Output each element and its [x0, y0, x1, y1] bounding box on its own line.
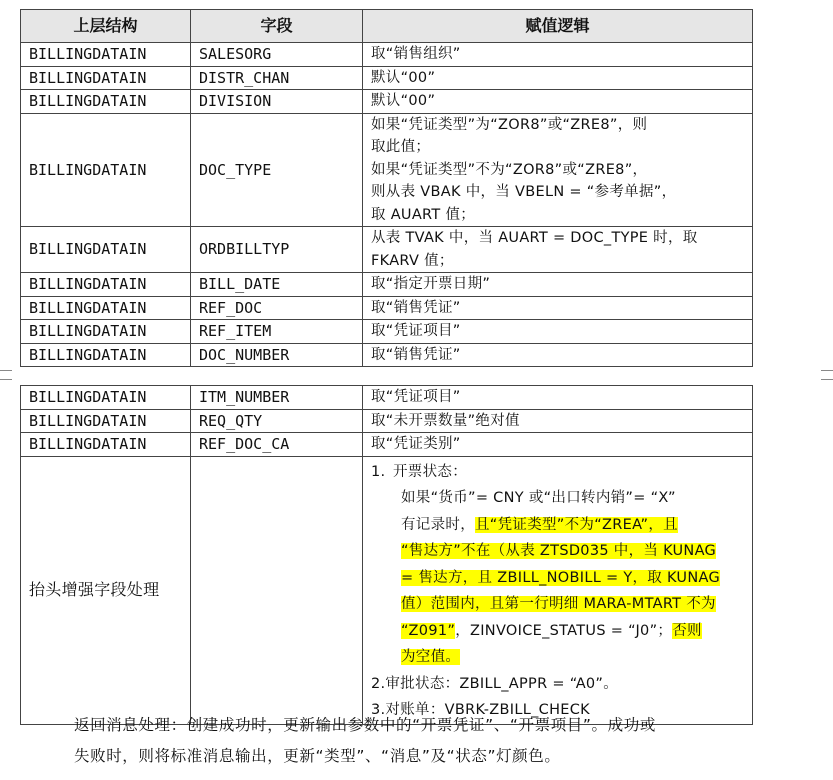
- cell-logic: [363, 113, 753, 227]
- cell-logic: [363, 456, 753, 724]
- cell-field: REF_DOC_CA: [191, 433, 363, 457]
- highlighted-text: 为空值。: [401, 649, 461, 665]
- cell-field: SALESORG: [191, 43, 363, 67]
- cell-logic: 取“未开票数量”绝对值: [363, 409, 753, 433]
- logic-text: 有记录时，: [401, 516, 475, 533]
- cell-field: DISTR_CHAN: [191, 66, 363, 90]
- cell-structure: BILLINGDATAIN: [21, 409, 191, 433]
- table-row: [21, 433, 753, 457]
- logic-text: ，ZINVOICE_STATUS = “J0”；: [455, 622, 673, 639]
- highlighted-text: 且“凭证类型”不为“ZREA”，且: [475, 516, 678, 533]
- table-row: [21, 296, 753, 320]
- header-parent-structure: 上层结构: [21, 10, 191, 43]
- logic-line: [371, 618, 744, 645]
- field-mapping-table-continued: [20, 385, 753, 725]
- cell-structure: BILLINGDATAIN: [21, 433, 191, 457]
- cell-structure: BILLINGDATAIN: [21, 113, 191, 227]
- cell-field: BILL_DATE: [191, 273, 363, 297]
- cell-structure: BILLINGDATAIN: [21, 66, 191, 90]
- cell-field: ITM_NUMBER: [191, 386, 363, 410]
- highlighted-text: = 售达方，且 ZBILL_NOBILL = Y，取 KUNAG: [401, 569, 720, 586]
- logic-line: 如果“凭证类型”为“ZOR8”或“ZRE8”，则: [371, 116, 648, 133]
- logic-line: 从表 TVAK 中，当 AUART = DOC_TYPE 时，取: [371, 230, 698, 246]
- cell-field: ORDBILLTYP: [191, 227, 363, 273]
- logic-line: [371, 538, 744, 565]
- logic-line: 如果“货币”= CNY 或“出口转内销”= “X”: [401, 490, 676, 506]
- logic-line: [371, 459, 744, 486]
- highlighted-text: “Z091”: [401, 622, 456, 639]
- table-row: [21, 386, 753, 410]
- cell-logic: 取“凭证项目”: [363, 386, 753, 410]
- cell-logic: 默认“00”: [363, 90, 753, 114]
- table-row: [21, 66, 753, 90]
- page-break-marker: [821, 370, 833, 380]
- cell-structure: BILLINGDATAIN: [21, 296, 191, 320]
- cell-field: REQ_QTY: [191, 409, 363, 433]
- cell-field: DOC_NUMBER: [191, 343, 363, 367]
- logic-line: 3.对账单：VBRK-ZBILL_CHECK: [371, 702, 590, 718]
- cell-structure: BILLINGDATAIN: [21, 343, 191, 367]
- cell-field: REF_ITEM: [191, 320, 363, 344]
- logic-line: [371, 591, 744, 618]
- cell-logic: [363, 227, 753, 273]
- table-row: [21, 409, 753, 433]
- note-line: 失败时，则将标准消息输出，更新“类型”、“消息”及“状态”灯颜色。: [74, 747, 561, 765]
- logic-line: 则从表 VBAK 中，当 VBELN = “参考单据”，: [371, 184, 677, 200]
- logic-line: FKARV 值；: [371, 252, 454, 269]
- cell-logic: 取“销售组织”: [363, 43, 753, 67]
- highlighted-text: 否则: [672, 622, 702, 639]
- cell-field: REF_DOC: [191, 296, 363, 320]
- logic-line: [371, 512, 744, 539]
- cell-structure: BILLINGDATAIN: [21, 43, 191, 67]
- cell-field-empty: [191, 456, 363, 724]
- header-assignment-logic: 赋值逻辑: [363, 10, 753, 43]
- highlighted-text: “售达方”不在（从表 ZTSD035 中，当 KUNAG: [401, 543, 717, 559]
- note-line: 返回消息处理：创建成功时，更新输出参数中的“开票凭证”、“开票项目”。成功或: [74, 716, 656, 734]
- logic-line: 如果“凭证类型”不为“ZOR8”或“ZRE8”，: [371, 161, 648, 178]
- logic-line: [371, 565, 744, 592]
- cell-logic: 取“指定开票日期”: [363, 273, 753, 297]
- return-message-note: [74, 710, 814, 772]
- cell-field: DOC_TYPE: [191, 113, 363, 227]
- table-row: [21, 456, 753, 724]
- table-row: [21, 90, 753, 114]
- header-field: 字段: [191, 10, 363, 43]
- logic-line: 取此值；: [371, 139, 431, 155]
- table-row: [21, 113, 753, 227]
- logic-text: 开票状态：: [393, 463, 467, 480]
- list-number: 1.: [371, 463, 386, 480]
- logic-line: [371, 644, 744, 671]
- cell-structure: BILLINGDATAIN: [21, 386, 191, 410]
- cell-logic: 取“销售凭证”: [363, 343, 753, 367]
- table-row: [21, 227, 753, 273]
- table-row: [21, 43, 753, 67]
- highlighted-text: 值）范围内，且第一行明细 MARA-MTART 不为: [401, 596, 716, 612]
- logic-line: 取 AUART 值；: [371, 206, 476, 223]
- cell-field: DIVISION: [191, 90, 363, 114]
- cell-structure: BILLINGDATAIN: [21, 273, 191, 297]
- logic-line: 2.审批状态：ZBILL_APPR = “A0”。: [371, 675, 619, 692]
- cell-logic: 取“凭证类别”: [363, 433, 753, 457]
- cell-structure: 抬头增强字段处理: [21, 456, 191, 724]
- cell-structure: BILLINGDATAIN: [21, 320, 191, 344]
- cell-logic: 取“凭证项目”: [363, 320, 753, 344]
- table-row: [21, 343, 753, 367]
- cell-logic: 取“销售凭证”: [363, 296, 753, 320]
- table-row: [21, 273, 753, 297]
- cell-structure: BILLINGDATAIN: [21, 227, 191, 273]
- table-header-row: [21, 10, 753, 43]
- cell-logic: 默认“00”: [363, 66, 753, 90]
- cell-structure: BILLINGDATAIN: [21, 90, 191, 114]
- field-mapping-table: [20, 9, 753, 367]
- page-break-marker: [0, 370, 12, 380]
- table-row: [21, 320, 753, 344]
